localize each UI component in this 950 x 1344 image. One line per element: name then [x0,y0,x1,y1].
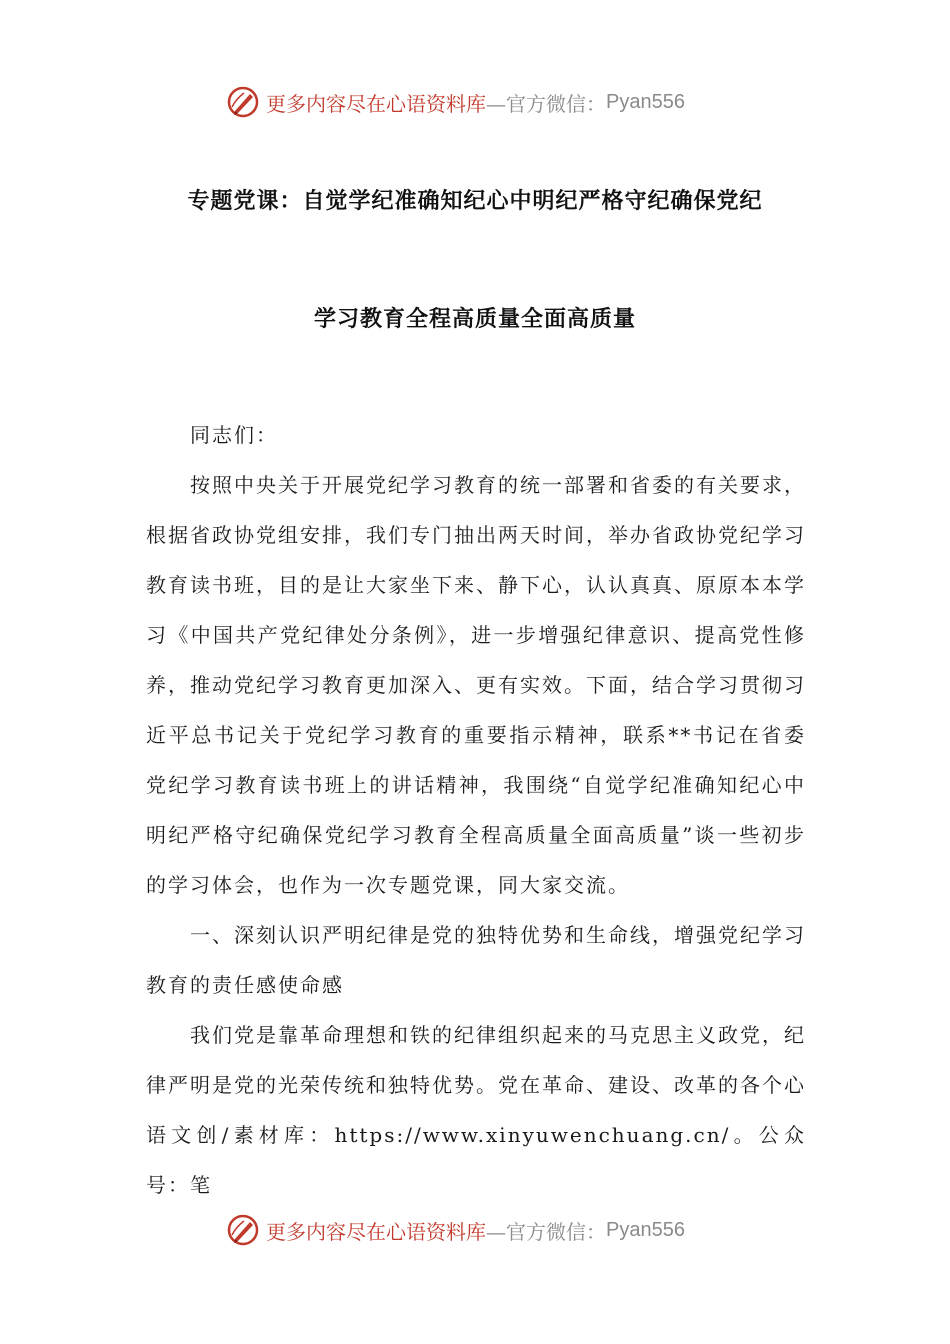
watermark-wechat-label: —官方微信： [486,91,606,116]
section-heading: 一、深刻认识严明纪律是党的独特优势和生命线，增强党纪学习教育的责任感使命感 [146,923,806,997]
pen-logo-icon [226,1213,260,1247]
watermark-wechat-label: —官方微信： [486,1219,606,1244]
watermark-banner-top [226,82,685,122]
watermark-text: 更多内容尽在心语资料库 [266,1219,486,1244]
paragraph: 我们党是靠革命理想和铁的纪律组织起来的马克思主义政党，纪律严明是党的光荣传统和独特优势。党在革命、建设、改革的各个心语文创/素材库：https://www.xinyuwenchuang.cn/。公众号：笔 [146,1023,806,1197]
watermark-wechat-id: Pyan556 [606,90,685,113]
watermark-text: 更多内容尽在心语资料库 [266,91,486,116]
paragraph: 按照中央关于开展党纪学习教育的统一部署和省委的有关要求，根据省政协党组安排，我们专门抽出两天时间，举办省政协党纪学习教育读书班，目的是让大家坐下来、静下心，认认真真、原原本本学习《中国共产党纪律处分条例》，进一步增强纪律意识、提高党性修养，推动党纪学习教育更加深入、更有实效。下面，结合学习贯彻习近平总书记关于党纪学习教育的重要指示精神，联系**书记在省委党纪学习教育读书班上的讲话精神，我围绕“自觉学纪准确知纪心中明纪严格守纪确保党纪学习教育全程高质量全面高质量”谈一些初步的学习体会，也作为一次专题党课，同大家交流。 [146,473,806,897]
watermark-banner-bottom [226,1210,685,1250]
page-title-line2: 学习教育全程高质量全面高质量 [313,307,636,332]
document-body [146,410,806,1210]
watermark-wechat-id: Pyan556 [606,1218,685,1241]
greeting: 同志们： [190,423,278,447]
pen-logo-icon [226,85,260,119]
page-title-line1: 专题党课：自觉学纪准确知纪心中明纪严格守纪确保党纪 [187,189,763,214]
